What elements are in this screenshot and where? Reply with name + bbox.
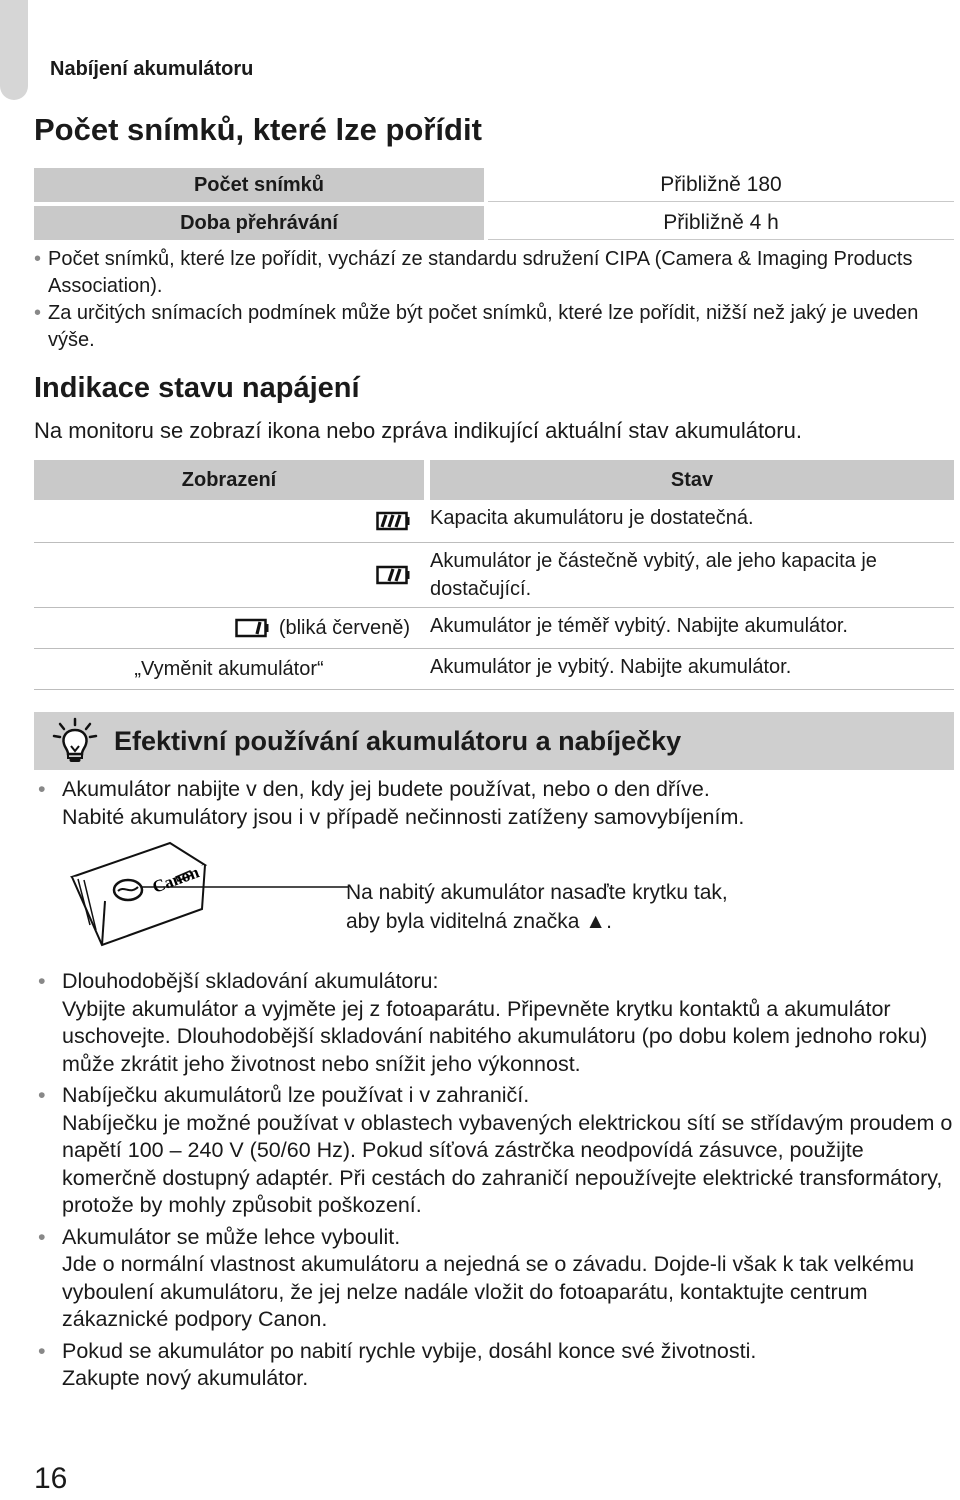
row-value: Přibližně 4 h — [488, 206, 954, 240]
power-status-table — [34, 460, 954, 690]
list-item: • Akumulátor nabijte v den, kdy jej budete používat, nebo o den dříve. Nabité akumulátory jsou i v případě nečinnosti zatíženy samovybíjením. — [38, 777, 745, 829]
battery-cover-illustration — [60, 835, 350, 965]
shots-table — [34, 168, 954, 244]
tip-title: Efektivní používání akumulátoru a nabíječky — [114, 725, 682, 756]
chapter-tab — [0, 0, 28, 100]
tip-header — [34, 712, 954, 770]
page-number: 16 — [34, 1462, 68, 1495]
status-text: Akumulátor je částečně vybitý, ale jeho kapacita je dostačující. — [430, 550, 877, 600]
lightbulb-icon — [50, 716, 100, 766]
running-head: Nabíjení akumulátoru — [50, 58, 254, 80]
battery-empty-icon — [235, 618, 269, 638]
list-item: • Počet snímků, které lze pořídit, vychází ze standardu sdružení CIPA (Camera & Imaging Products Association). — [34, 248, 913, 297]
table-row — [34, 543, 954, 608]
list-item: • Nabíječku akumulátorů lze používat i v zahraničí. Nabíječku je možné používat v oblastech vybavených elektrickou sítí se střídavým proudem o napětí 100 – 240 V (50/60 Hz). Pokud síťová zástrčka neodpovídá zásuvce, použijte komerčně dostupný adaptér. Při cestách do zahraničí nepoužívejte elektrické transformátory, protože by mohly způsobit poškození. — [38, 1083, 953, 1217]
battery-half-icon — [376, 565, 410, 585]
column-header-display: Zobrazení — [34, 460, 424, 500]
illustration-callout: Na nabitý akumulátor nasaďte krytku tak, aby byla viditelná značka ▲. — [346, 881, 728, 933]
row-value: Přibližně 180 — [488, 168, 954, 202]
list-item: • Za určitých snímacích podmínek může být počet snímků, které lze pořídit, nižší než jaký je uveden výše. — [34, 302, 919, 351]
battery-full-icon — [376, 511, 410, 531]
status-text: Akumulátor je vybitý. Nabijte akumulátor. — [430, 656, 792, 678]
row-label: Počet snímků — [34, 168, 484, 202]
table-row — [34, 206, 954, 240]
row-label: Doba přehrávání — [34, 206, 484, 240]
section-intro: Na monitoru se zobrazí ikona nebo zpráva indikující aktuální stav akumulátoru. — [34, 418, 802, 443]
illustration-brand: Canon — [149, 862, 202, 897]
display-label: (bliká červeně) — [278, 616, 410, 639]
list-item: • Dlouhodobější skladování akumulátoru: Vybijte akumulátor a vyjměte jej z fotoaparátu. Připevněte krytku kontaktů a akumulátor uschovejte. Dlouhodobější skladování nabitého akumulátoru (po dobu kolem jednoho roku) může zkrátit jeho životnost nebo snížit jeho výkonnost. — [38, 969, 928, 1076]
status-text: Kapacita akumulátoru je dostatečná. — [430, 507, 754, 529]
section-title-power: Indikace stavu napájení — [34, 372, 360, 404]
table-row — [34, 649, 954, 690]
notes-list — [34, 246, 954, 354]
list-item: • Akumulátor se může lehce vyboulit. Jde o normální vlastnost akumulátoru a nejedná se o závadu. Dojde-li však k tak velkému vyboulení akumulátoru, že jej nelze nadále vložit do fotoaparátu, kontaktujte centrum zákaznické podpory Canon. — [38, 1224, 915, 1331]
list-item: • Pokud se akumulátor po nabití rychle vybije, dosáhl konce své životnosti. Zakupte nový akumulátor. — [38, 1338, 757, 1390]
table-row — [34, 500, 954, 543]
display-label: „Vyměnit akumulátor“ — [134, 657, 324, 680]
table-row — [34, 608, 954, 649]
section-title-shots: Počet snímků, které lze pořídit — [34, 112, 482, 147]
status-text: Akumulátor je téměř vybitý. Nabijte akumulátor. — [430, 615, 848, 637]
table-row — [34, 168, 954, 202]
column-header-status: Stav — [430, 460, 954, 500]
